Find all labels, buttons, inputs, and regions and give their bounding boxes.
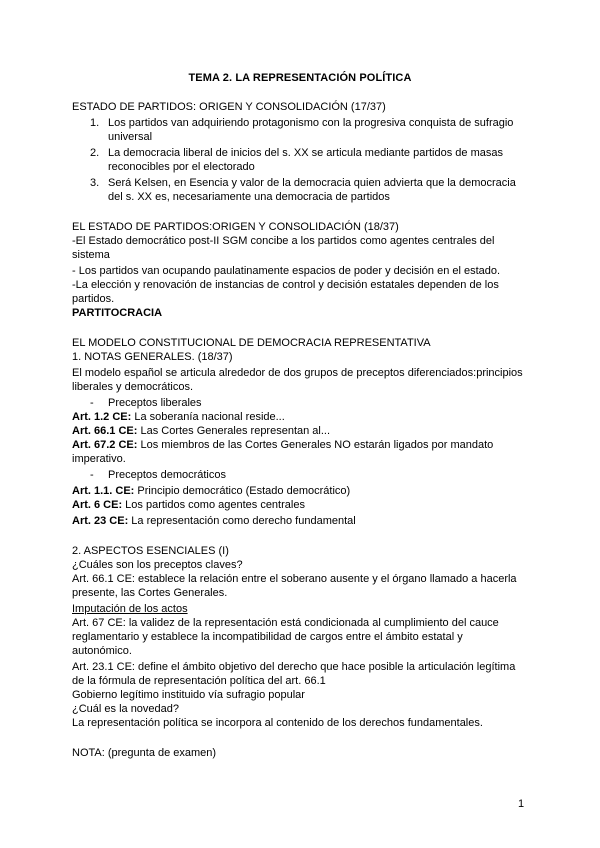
paragraph-line: autonómico. [72,645,132,657]
article-text: Los partidos como agentes centrales [122,499,305,511]
paragraph-line: ¿Cuál es la novedad? [72,703,180,715]
article-text: Principio democrático (Estado democrático) [134,485,351,497]
list-number: 2. [90,147,100,159]
paragraph-line: La representación política se incorpora al contenido de los derechos fundamentales. [72,717,483,729]
paragraph-line: - Los partidos van ocupando paulatinamente espacios de poder y decisión en el estado. [72,265,501,277]
paragraph-line: imperativo. [72,453,126,465]
dash-bullet: - [90,469,94,481]
list-item-line: del s. XX es, necesariamente una democracia de partidos [108,191,390,203]
article-line [72,498,305,512]
article-text: Las Cortes Generales representan al... [137,425,331,437]
section-heading: ESTADO DE PARTIDOS: ORIGEN Y CONSOLIDACIÓN (17/37) [72,101,386,113]
paragraph-line: Gobierno legítimo instituido vía sufragio popular [72,689,305,701]
list-item-line: reconocibles por el electorado [108,161,255,173]
bold-term: PARTITOCRACIA [72,307,163,319]
underlined-heading: Imputación de los actos [72,603,188,615]
article-ref: Art. 23 CE: [72,515,129,527]
paragraph-line: de la fórmula de representación política del art. 66.1 [72,675,326,687]
paragraph-line: El modelo español se articula alrededor de dos grupos de preceptos diferenciados:principios [72,367,523,379]
paragraph-line: presente, las Cortes Generales. [72,587,228,599]
subsection-heading: 1. NOTAS GENERALES. (18/37) [72,351,233,363]
article-ref: Art. 6 CE: [72,499,123,511]
paragraph-line: -El Estado democrático post-II SGM concibe a los partidos como agentes centrales del [72,235,495,247]
exam-note: NOTA: (pregunta de examen) [72,747,217,759]
article-ref: Art. 1.1. CE: [72,485,135,497]
paragraph-line: partidos. [72,293,115,305]
list-item-line: universal [108,131,153,143]
article-ref: Art. 1.2 CE: [72,411,132,423]
article-line [72,484,350,498]
list-number: 1. [90,117,100,129]
paragraph-line: Art. 23.1 CE: define el ámbito objetivo del derecho que hace posible la articulación legítima [72,661,516,673]
bullet-label: Preceptos liberales [108,397,202,409]
article-line [72,514,356,528]
section-heading: EL MODELO CONSTITUCIONAL DE DEMOCRACIA REPRESENTATIVA [72,337,431,349]
article-ref: Art. 66.1 CE: [72,425,138,437]
paragraph-line: reglamentario y establece la incompatibilidad de cargos entre el ámbito estatal y [72,631,463,643]
paragraph-line: -La elección y renovación de instancias de control y decisión estatales dependen de los [72,279,499,291]
paragraph-line: liberales y democráticos. [72,381,194,393]
article-text: La representación como derecho fundamental [128,515,356,527]
paragraph-line: Art. 66.1 CE: establece la relación entre el soberano ausente y el órgano llamado a hacerla [72,573,517,585]
list-number: 3. [90,177,100,189]
article-text: La soberanía nacional reside... [131,411,285,423]
list-item-line: Será Kelsen, en Esencia y valor de la democracia quien advierta que la democracia [108,177,516,189]
dash-bullet: - [90,397,94,409]
list-item-line: Los partidos van adquiriendo protagonismo con la progresiva conquista de sufragio [108,117,514,129]
list-item-line: La democracia liberal de inicios del s. XX se articula mediante partidos de masas [108,147,503,159]
page-number: 1 [518,798,525,810]
article-ref: Art. 67.2 CE: [72,439,138,451]
bullet-label: Preceptos democráticos [108,469,226,481]
paragraph-line: Art. 67 CE: la validez de la representación está condicionada al cumplimiento del cauce [72,617,499,629]
paragraph-line: sistema [72,249,110,261]
paragraph-line: ¿Cuáles son los preceptos claves? [72,559,243,571]
article-line [72,410,285,424]
document-title: TEMA 2. LA REPRESENTACIÓN POLÍTICA [188,72,412,84]
section-heading: 2. ASPECTOS ESENCIALES (I) [72,545,229,557]
article-text: Los miembros de las Cortes Generales NO estarán ligados por mandato [137,439,494,451]
article-line [72,438,493,452]
article-line [72,424,330,438]
section-heading: EL ESTADO DE PARTIDOS:ORIGEN Y CONSOLIDACIÓN (18/37) [72,221,399,233]
